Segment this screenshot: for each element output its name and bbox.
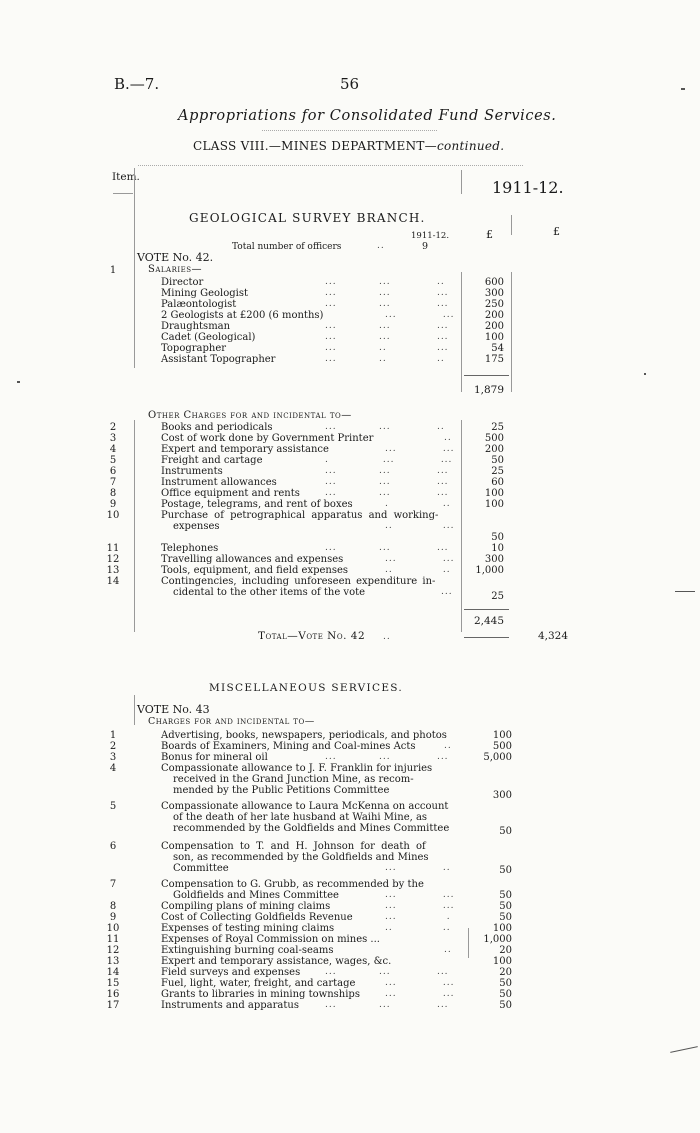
salary-amount: 200: [484, 321, 504, 332]
charge-description: Telephones: [161, 543, 219, 554]
item-number: 8: [109, 488, 117, 499]
charge-description: Purchase of petrographical apparatus and working-: [161, 510, 439, 521]
charge-description: Tools, equipment, and field expenses: [161, 565, 349, 576]
item-number: 1: [109, 730, 117, 741]
charge-amount: 60: [491, 477, 504, 488]
salary-line: Director: [161, 277, 204, 288]
misc-amount: 50: [499, 1000, 512, 1011]
item-number: 13: [106, 956, 120, 967]
misc-description-cont: Committee: [173, 863, 229, 874]
charge-description: Travelling allowances and expenses: [161, 554, 344, 565]
vote-43-heading: VOTE No. 43: [137, 703, 210, 716]
other-charges-total: 2,445: [473, 615, 504, 627]
item-number: 14: [106, 967, 120, 978]
misc-description: Boards of Examiners, Mining and Coal-mines Acts: [161, 741, 416, 752]
misc-amount: 20: [499, 967, 512, 978]
charge-description-cont: expenses: [173, 521, 220, 532]
salary-line: Topographer: [161, 343, 227, 354]
page-title: Appropriations for Consolidated Fund Services.: [178, 108, 557, 124]
item-number: 3: [109, 433, 117, 444]
misc-description-cont: of the death of her late husband at Waihi Mine, as: [173, 812, 428, 823]
charge-description: Expert and temporary assistance: [161, 444, 329, 455]
misc-description-cont: son, as recommended by the Goldfields and Mines: [173, 852, 429, 863]
officers-count: 9: [422, 241, 429, 252]
item-number: 11: [106, 934, 120, 945]
misc-description: Compassionate allowance to Laura McKenna on account: [161, 801, 449, 812]
salaries-total: 1,879: [473, 384, 504, 396]
item-number: 10: [106, 923, 120, 934]
document-code: B.—7.: [114, 75, 160, 93]
class-heading-continued: continued.: [436, 139, 505, 153]
charge-description-cont: cidental to the other items of the vote: [173, 587, 366, 598]
misc-amount: 50: [499, 912, 512, 923]
misc-charges-heading: Charges for and incidental to—: [148, 716, 315, 727]
charge-description: Office equipment and rents: [161, 488, 300, 499]
misc-description: Compiling plans of mining claims: [161, 901, 331, 912]
misc-amount: 50: [499, 989, 512, 1000]
misc-description: Bonus for mineral oil: [161, 752, 268, 763]
charge-amount: 500: [484, 433, 504, 444]
misc-description: Fuel, light, water, freight, and cartage: [161, 978, 356, 989]
misc-amount: 100: [492, 730, 512, 741]
misc-description: Compensation to T. and H. Johnson for death of: [161, 841, 426, 852]
item-number: 11: [106, 543, 120, 554]
salary-line: Palæontologist: [161, 299, 237, 310]
item-number: 10: [106, 510, 120, 521]
charge-amount: 100: [484, 499, 504, 510]
salary-line: 2 Geologists at £200 (6 months): [161, 310, 324, 321]
salary-amount: 100: [484, 332, 504, 343]
item-number: 6: [109, 466, 117, 477]
misc-amount: 5,000: [483, 752, 512, 763]
class-heading: [193, 139, 504, 153]
item-number: 2: [109, 422, 117, 433]
misc-description-cont: recommended by the Goldfields and Mines Committee: [173, 823, 450, 834]
misc-description-cont: mended by the Public Petitions Committee: [173, 785, 390, 796]
misc-description-cont: Goldfields and Mines Committee: [173, 890, 339, 901]
salary-line: Mining Geologist: [161, 288, 248, 299]
class-heading-main: CLASS VIII.—MINES DEPARTMENT—: [193, 139, 437, 153]
misc-description: Advertising, books, newspapers, periodicals, and photos: [161, 730, 447, 741]
misc-description: Grants to libraries in mining townships: [161, 989, 360, 1000]
misc-description: Expenses of testing mining claims: [161, 923, 335, 934]
charge-amount: 1,000: [475, 565, 504, 576]
vote-42-heading: VOTE No. 42.: [137, 251, 214, 264]
charge-description: Instruments: [161, 466, 223, 477]
salary-line: Draughtsman: [161, 321, 231, 332]
charge-amount: 25: [491, 591, 504, 602]
salaries-heading: Salaries—: [148, 264, 203, 275]
misc-description: Cost of Collecting Goldfields Revenue: [161, 912, 353, 923]
misc-description: Extinguishing burning coal-seams: [161, 945, 334, 956]
item-number: 13: [106, 565, 120, 576]
charge-amount: 50: [491, 455, 504, 466]
misc-description: Instruments and apparatus: [161, 1000, 299, 1011]
item-number: 3: [109, 752, 117, 763]
salary-amount: 600: [484, 277, 504, 288]
charge-amount: 25: [491, 466, 504, 477]
misc-description: Compassionate allowance to J. F. Franklin for injuries: [161, 763, 433, 774]
item-number: 12: [106, 945, 120, 956]
item-number: 16: [106, 989, 120, 1000]
officers-label: Total number of officers: [232, 242, 342, 252]
item-number: 7: [109, 477, 117, 488]
misc-amount: 50: [499, 826, 512, 837]
other-charges-heading: Other Charges for and incidental to—: [148, 410, 352, 421]
salary-amount: 250: [484, 299, 504, 310]
misc-description: Compensation to G. Grubb, as recommended by the: [161, 879, 424, 890]
year-column-header: 1911-12.: [492, 178, 564, 197]
misc-amount: 50: [499, 865, 512, 876]
item-number: 14: [106, 576, 120, 587]
item-number: 4: [109, 444, 117, 455]
salary-amount: 54: [491, 343, 504, 354]
salary-amount: 200: [484, 310, 504, 321]
salary-line: Assistant Topographer: [161, 354, 276, 365]
charge-description: Contingencies, including unforeseen expenditure in-: [161, 576, 436, 587]
item-number: 15: [106, 978, 120, 989]
item-number: 9: [109, 912, 117, 923]
item-number: 5: [109, 801, 117, 812]
item-column-header: Item.: [112, 171, 140, 183]
geological-survey-heading: GEOLOGICAL SURVEY BRANCH.: [189, 211, 426, 225]
item-number: 4: [109, 763, 117, 774]
currency-symbol-right: £: [553, 225, 560, 238]
page-number: 56: [340, 75, 360, 93]
misc-amount: 500: [492, 741, 512, 752]
misc-amount: 50: [499, 901, 512, 912]
currency-symbol-left: £: [486, 228, 493, 241]
charge-amount: 100: [484, 488, 504, 499]
item-number: 17: [106, 1000, 120, 1011]
misc-description: Expenses of Royal Commission on mines ...: [161, 934, 380, 945]
charge-amount: 200: [484, 444, 504, 455]
item-number: 5: [109, 455, 117, 466]
vote-42-total-label: Total—Vote No. 42: [258, 630, 366, 642]
misc-amount: 50: [499, 978, 512, 989]
misc-description: Expert and temporary assistance, wages, &c.: [161, 956, 392, 967]
misc-description-cont: received in the Grand Junction Mine, as recom-: [173, 774, 414, 785]
salary-amount: 300: [484, 288, 504, 299]
charge-amount: 300: [484, 554, 504, 565]
salary-line: Cadet (Geological): [161, 332, 256, 343]
misc-amount: 100: [492, 923, 512, 934]
charge-amount: 50: [491, 532, 504, 543]
charge-description: Freight and cartage: [161, 455, 263, 466]
item-number: 6: [109, 841, 117, 852]
item-number: 12: [106, 554, 120, 565]
item-number: 8: [109, 901, 117, 912]
officers-year-label: 1911-12.: [411, 231, 450, 241]
misc-amount: 100: [492, 956, 512, 967]
item-number: 9: [109, 499, 117, 510]
charge-description: Cost of work done by Government Printer: [161, 433, 374, 444]
charge-amount: 25: [491, 422, 504, 433]
charge-description: Postage, telegrams, and rent of boxes: [161, 499, 353, 510]
misc-description: Field surveys and expenses: [161, 967, 301, 978]
charge-description: Books and periodicals: [161, 422, 273, 433]
miscellaneous-services-heading: MISCELLANEOUS SERVICES.: [209, 682, 404, 694]
misc-amount: 1,000: [483, 934, 512, 945]
vote-42-total: 4,324: [537, 630, 568, 642]
item-number: 7: [109, 879, 117, 890]
salary-amount: 175: [484, 354, 504, 365]
charge-description: Instrument allowances: [161, 477, 277, 488]
misc-amount: 20: [499, 945, 512, 956]
misc-amount: 50: [499, 890, 512, 901]
salaries-item-number: 1: [109, 265, 117, 276]
misc-amount: 300: [492, 790, 512, 801]
item-number: 2: [109, 741, 117, 752]
charge-amount: 10: [491, 543, 504, 554]
